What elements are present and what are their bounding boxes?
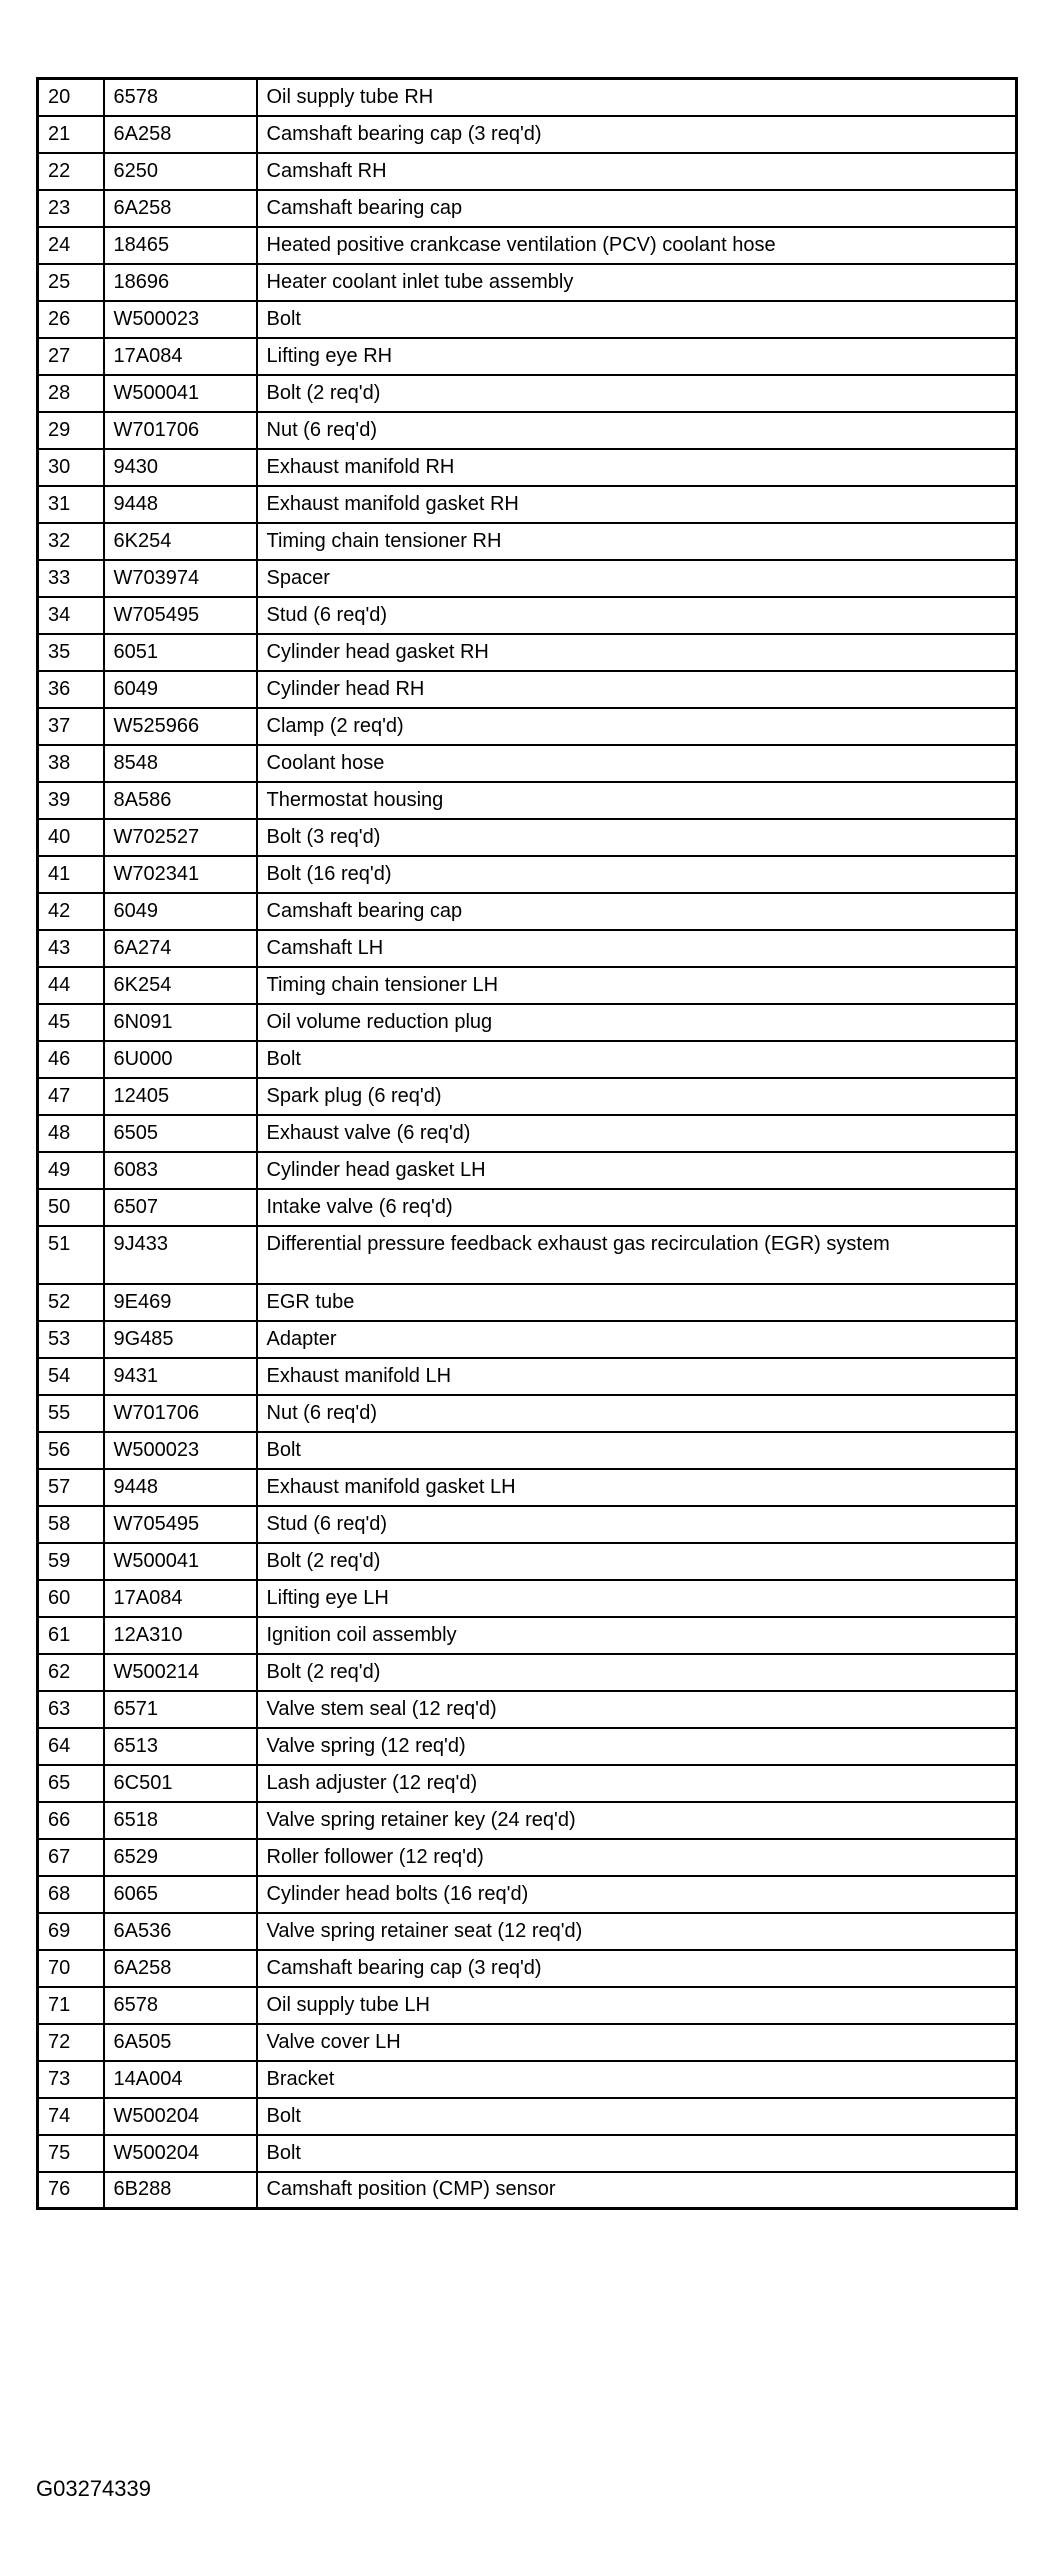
- item-number-cell: 41: [38, 856, 104, 893]
- part-number-cell: 6049: [104, 893, 257, 930]
- table-row: [38, 1321, 1017, 1358]
- description-cell: Bolt: [257, 301, 1017, 338]
- item-number-cell: 49: [38, 1152, 104, 1189]
- description-cell: Valve spring (12 req'd): [257, 1728, 1017, 1765]
- description-cell: Lifting eye RH: [257, 338, 1017, 375]
- table-row: [38, 1432, 1017, 1469]
- part-number-cell: W702527: [104, 819, 257, 856]
- table-row: [38, 264, 1017, 301]
- part-number-cell: 6051: [104, 634, 257, 671]
- part-number-cell: W701706: [104, 1395, 257, 1432]
- part-number-cell: 6B288: [104, 2172, 257, 2209]
- table-row: [38, 597, 1017, 634]
- part-number-cell: 6250: [104, 153, 257, 190]
- item-number-cell: 35: [38, 634, 104, 671]
- part-number-cell: W500023: [104, 301, 257, 338]
- description-cell: Camshaft position (CMP) sensor: [257, 2172, 1017, 2209]
- table-row: [38, 1284, 1017, 1321]
- item-number-cell: 71: [38, 1987, 104, 2024]
- description-cell: Coolant hose: [257, 745, 1017, 782]
- item-number-cell: 65: [38, 1765, 104, 1802]
- part-number-cell: 8A586: [104, 782, 257, 819]
- description-cell: Exhaust manifold LH: [257, 1358, 1017, 1395]
- description-cell: Bolt (2 req'd): [257, 375, 1017, 412]
- table-row: [38, 930, 1017, 967]
- description-cell: Oil supply tube RH: [257, 79, 1017, 116]
- item-number-cell: 38: [38, 745, 104, 782]
- table-row: [38, 79, 1017, 116]
- description-cell: Camshaft bearing cap (3 req'd): [257, 1950, 1017, 1987]
- item-number-cell: 24: [38, 227, 104, 264]
- part-number-cell: 6578: [104, 79, 257, 116]
- description-cell: Camshaft bearing cap: [257, 893, 1017, 930]
- table-row: [38, 708, 1017, 745]
- item-number-cell: 32: [38, 523, 104, 560]
- item-number-cell: 23: [38, 190, 104, 227]
- part-number-cell: W500204: [104, 2135, 257, 2172]
- description-cell: Exhaust manifold gasket LH: [257, 1469, 1017, 1506]
- description-cell: Adapter: [257, 1321, 1017, 1358]
- table-row: [38, 486, 1017, 523]
- item-number-cell: 67: [38, 1839, 104, 1876]
- part-number-cell: 6578: [104, 1987, 257, 2024]
- table-row: [38, 1876, 1017, 1913]
- table-row: [38, 856, 1017, 893]
- part-number-cell: 6C501: [104, 1765, 257, 1802]
- part-number-cell: 6A258: [104, 190, 257, 227]
- table-row: [38, 1691, 1017, 1728]
- parts-table-body: [38, 79, 1017, 2209]
- description-cell: Valve cover LH: [257, 2024, 1017, 2061]
- item-number-cell: 62: [38, 1654, 104, 1691]
- table-row: [38, 1115, 1017, 1152]
- table-row: [38, 1654, 1017, 1691]
- description-cell: Bolt: [257, 2135, 1017, 2172]
- item-number-cell: 44: [38, 967, 104, 1004]
- part-number-cell: W500041: [104, 1543, 257, 1580]
- part-number-cell: 17A084: [104, 338, 257, 375]
- part-number-cell: 6K254: [104, 967, 257, 1004]
- description-cell: Nut (6 req'd): [257, 412, 1017, 449]
- item-number-cell: 59: [38, 1543, 104, 1580]
- part-number-cell: 6507: [104, 1189, 257, 1226]
- table-row: [38, 1152, 1017, 1189]
- item-number-cell: 25: [38, 264, 104, 301]
- description-cell: Spacer: [257, 560, 1017, 597]
- item-number-cell: 27: [38, 338, 104, 375]
- table-row: [38, 1395, 1017, 1432]
- part-number-cell: 6049: [104, 671, 257, 708]
- part-number-cell: 9430: [104, 449, 257, 486]
- item-number-cell: 46: [38, 1041, 104, 1078]
- description-cell: Intake valve (6 req'd): [257, 1189, 1017, 1226]
- description-cell: Oil volume reduction plug: [257, 1004, 1017, 1041]
- table-row: [38, 153, 1017, 190]
- part-number-cell: 12A310: [104, 1617, 257, 1654]
- table-row: [38, 634, 1017, 671]
- part-number-cell: 9E469: [104, 1284, 257, 1321]
- part-number-cell: 6A505: [104, 2024, 257, 2061]
- table-row: [38, 1839, 1017, 1876]
- item-number-cell: 40: [38, 819, 104, 856]
- description-cell: Camshaft LH: [257, 930, 1017, 967]
- item-number-cell: 33: [38, 560, 104, 597]
- description-cell: Valve spring retainer key (24 req'd): [257, 1802, 1017, 1839]
- table-row: [38, 1226, 1017, 1284]
- part-number-cell: W525966: [104, 708, 257, 745]
- item-number-cell: 48: [38, 1115, 104, 1152]
- item-number-cell: 39: [38, 782, 104, 819]
- table-row: [38, 1987, 1017, 2024]
- part-number-cell: 6A258: [104, 1950, 257, 1987]
- part-number-cell: 6K254: [104, 523, 257, 560]
- description-cell: Cylinder head RH: [257, 671, 1017, 708]
- part-number-cell: 6U000: [104, 1041, 257, 1078]
- part-number-cell: 6065: [104, 1876, 257, 1913]
- item-number-cell: 50: [38, 1189, 104, 1226]
- table-row: [38, 1802, 1017, 1839]
- description-cell: Clamp (2 req'd): [257, 708, 1017, 745]
- description-cell: Bolt (2 req'd): [257, 1543, 1017, 1580]
- description-cell: Spark plug (6 req'd): [257, 1078, 1017, 1115]
- item-number-cell: 75: [38, 2135, 104, 2172]
- table-row: [38, 967, 1017, 1004]
- table-row: [38, 819, 1017, 856]
- description-cell: Exhaust valve (6 req'd): [257, 1115, 1017, 1152]
- part-number-cell: W701706: [104, 412, 257, 449]
- table-row: [38, 782, 1017, 819]
- part-number-cell: 9448: [104, 486, 257, 523]
- part-number-cell: W500041: [104, 375, 257, 412]
- description-cell: Ignition coil assembly: [257, 1617, 1017, 1654]
- table-row: [38, 301, 1017, 338]
- part-number-cell: 6505: [104, 1115, 257, 1152]
- table-row: [38, 375, 1017, 412]
- item-number-cell: 63: [38, 1691, 104, 1728]
- item-number-cell: 53: [38, 1321, 104, 1358]
- description-cell: Cylinder head gasket LH: [257, 1152, 1017, 1189]
- part-number-cell: 6A258: [104, 116, 257, 153]
- item-number-cell: 60: [38, 1580, 104, 1617]
- table-row: [38, 1358, 1017, 1395]
- table-row: [38, 2135, 1017, 2172]
- description-cell: Nut (6 req'd): [257, 1395, 1017, 1432]
- table-row: [38, 560, 1017, 597]
- description-cell: Camshaft bearing cap (3 req'd): [257, 116, 1017, 153]
- table-row: [38, 338, 1017, 375]
- part-number-cell: W500214: [104, 1654, 257, 1691]
- description-cell: Bracket: [257, 2061, 1017, 2098]
- item-number-cell: 57: [38, 1469, 104, 1506]
- part-number-cell: 14A004: [104, 2061, 257, 2098]
- part-number-cell: 8548: [104, 745, 257, 782]
- table-row: [38, 745, 1017, 782]
- item-number-cell: 42: [38, 893, 104, 930]
- item-number-cell: 29: [38, 412, 104, 449]
- part-number-cell: 9431: [104, 1358, 257, 1395]
- item-number-cell: 51: [38, 1226, 104, 1284]
- item-number-cell: 28: [38, 375, 104, 412]
- item-number-cell: 55: [38, 1395, 104, 1432]
- table-row: [38, 1913, 1017, 1950]
- description-cell: Camshaft RH: [257, 153, 1017, 190]
- part-number-cell: 6N091: [104, 1004, 257, 1041]
- part-number-cell: W705495: [104, 597, 257, 634]
- description-cell: Timing chain tensioner RH: [257, 523, 1017, 560]
- part-number-cell: W500204: [104, 2098, 257, 2135]
- table-row: [38, 1506, 1017, 1543]
- description-cell: EGR tube: [257, 1284, 1017, 1321]
- part-number-cell: 9G485: [104, 1321, 257, 1358]
- table-row: [38, 1765, 1017, 1802]
- description-cell: Stud (6 req'd): [257, 597, 1017, 634]
- part-number-cell: 12405: [104, 1078, 257, 1115]
- part-number-cell: W703974: [104, 560, 257, 597]
- description-cell: Exhaust manifold gasket RH: [257, 486, 1017, 523]
- table-row: [38, 893, 1017, 930]
- part-number-cell: 6513: [104, 1728, 257, 1765]
- table-row: [38, 1950, 1017, 1987]
- description-cell: Cylinder head bolts (16 req'd): [257, 1876, 1017, 1913]
- part-number-cell: 6083: [104, 1152, 257, 1189]
- table-row: [38, 1078, 1017, 1115]
- table-row: [38, 1617, 1017, 1654]
- item-number-cell: 47: [38, 1078, 104, 1115]
- item-number-cell: 58: [38, 1506, 104, 1543]
- table-row: [38, 1580, 1017, 1617]
- part-number-cell: 9J433: [104, 1226, 257, 1284]
- description-cell: Camshaft bearing cap: [257, 190, 1017, 227]
- table-row: [38, 2172, 1017, 2209]
- parts-table-container: [36, 77, 1015, 2210]
- description-cell: Valve stem seal (12 req'd): [257, 1691, 1017, 1728]
- table-row: [38, 1041, 1017, 1078]
- description-cell: Differential pressure feedback exhaust gas recirculation (EGR) system: [257, 1226, 1017, 1284]
- part-number-cell: W702341: [104, 856, 257, 893]
- item-number-cell: 45: [38, 1004, 104, 1041]
- item-number-cell: 36: [38, 671, 104, 708]
- part-number-cell: 9448: [104, 1469, 257, 1506]
- table-row: [38, 227, 1017, 264]
- table-row: [38, 523, 1017, 560]
- part-number-cell: 6A274: [104, 930, 257, 967]
- part-number-cell: 6529: [104, 1839, 257, 1876]
- item-number-cell: 21: [38, 116, 104, 153]
- item-number-cell: 52: [38, 1284, 104, 1321]
- description-cell: Oil supply tube LH: [257, 1987, 1017, 2024]
- parts-table: [36, 77, 1018, 2210]
- item-number-cell: 68: [38, 1876, 104, 1913]
- description-cell: Cylinder head gasket RH: [257, 634, 1017, 671]
- item-number-cell: 37: [38, 708, 104, 745]
- part-number-cell: 17A084: [104, 1580, 257, 1617]
- description-cell: Heated positive crankcase ventilation (PCV) coolant hose: [257, 227, 1017, 264]
- item-number-cell: 69: [38, 1913, 104, 1950]
- item-number-cell: 66: [38, 1802, 104, 1839]
- table-row: [38, 671, 1017, 708]
- table-row: [38, 1728, 1017, 1765]
- part-number-cell: W500023: [104, 1432, 257, 1469]
- item-number-cell: 64: [38, 1728, 104, 1765]
- description-cell: Bolt: [257, 2098, 1017, 2135]
- item-number-cell: 22: [38, 153, 104, 190]
- part-number-cell: 18465: [104, 227, 257, 264]
- item-number-cell: 54: [38, 1358, 104, 1395]
- table-row: [38, 412, 1017, 449]
- item-number-cell: 30: [38, 449, 104, 486]
- description-cell: Stud (6 req'd): [257, 1506, 1017, 1543]
- item-number-cell: 20: [38, 79, 104, 116]
- part-number-cell: 6571: [104, 1691, 257, 1728]
- table-row: [38, 1543, 1017, 1580]
- table-row: [38, 1189, 1017, 1226]
- description-cell: Thermostat housing: [257, 782, 1017, 819]
- item-number-cell: 56: [38, 1432, 104, 1469]
- item-number-cell: 72: [38, 2024, 104, 2061]
- description-cell: Lifting eye LH: [257, 1580, 1017, 1617]
- table-row: [38, 1469, 1017, 1506]
- item-number-cell: 74: [38, 2098, 104, 2135]
- description-cell: Bolt: [257, 1041, 1017, 1078]
- item-number-cell: 61: [38, 1617, 104, 1654]
- table-row: [38, 1004, 1017, 1041]
- table-row: [38, 116, 1017, 153]
- description-cell: Valve spring retainer seat (12 req'd): [257, 1913, 1017, 1950]
- description-cell: Bolt (2 req'd): [257, 1654, 1017, 1691]
- description-cell: Bolt: [257, 1432, 1017, 1469]
- item-number-cell: 43: [38, 930, 104, 967]
- description-cell: Heater coolant inlet tube assembly: [257, 264, 1017, 301]
- part-number-cell: W705495: [104, 1506, 257, 1543]
- table-row: [38, 2024, 1017, 2061]
- table-row: [38, 449, 1017, 486]
- part-number-cell: 6A536: [104, 1913, 257, 1950]
- description-cell: Lash adjuster (12 req'd): [257, 1765, 1017, 1802]
- part-number-cell: 6518: [104, 1802, 257, 1839]
- item-number-cell: 76: [38, 2172, 104, 2209]
- item-number-cell: 26: [38, 301, 104, 338]
- figure-id: G03274339: [36, 2476, 151, 2501]
- table-row: [38, 2061, 1017, 2098]
- description-cell: Timing chain tensioner LH: [257, 967, 1017, 1004]
- part-number-cell: 18696: [104, 264, 257, 301]
- table-row: [38, 2098, 1017, 2135]
- description-cell: Roller follower (12 req'd): [257, 1839, 1017, 1876]
- description-cell: Bolt (16 req'd): [257, 856, 1017, 893]
- item-number-cell: 73: [38, 2061, 104, 2098]
- description-cell: Exhaust manifold RH: [257, 449, 1017, 486]
- table-row: [38, 190, 1017, 227]
- item-number-cell: 31: [38, 486, 104, 523]
- item-number-cell: 70: [38, 1950, 104, 1987]
- item-number-cell: 34: [38, 597, 104, 634]
- description-cell: Bolt (3 req'd): [257, 819, 1017, 856]
